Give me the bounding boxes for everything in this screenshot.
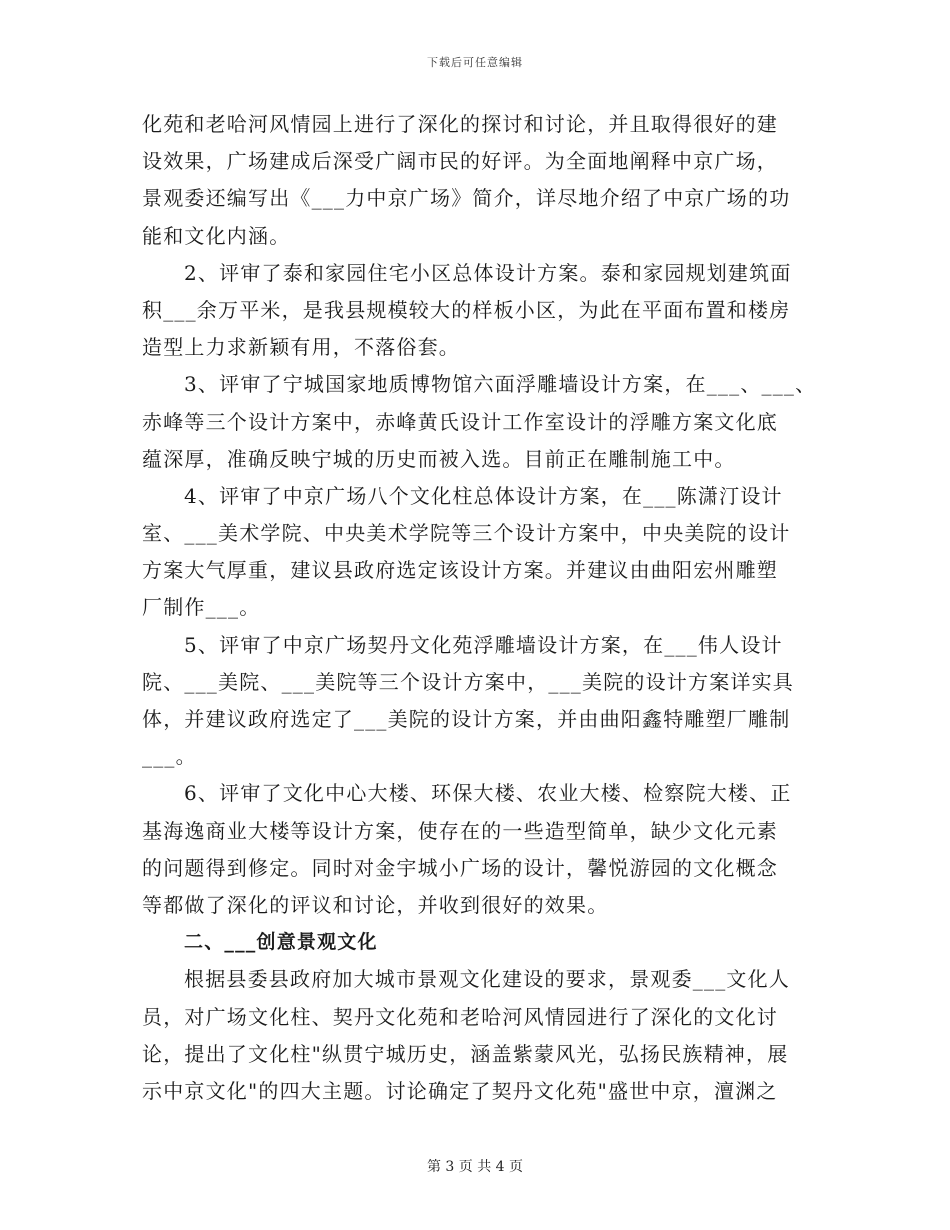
- body-text-line: 赤峰等三个设计方案中，赤峰黄氏设计工作室设计的浮雕方案文化底: [142, 409, 778, 434]
- body-text-line: 景观委还编写出《___力中京广场》简介，详尽地介绍了中京广场的功: [142, 186, 791, 211]
- body-text-line: 院、___美院、___美院等三个设计方案中，___美院的设计方案详实具: [142, 669, 794, 694]
- body-text-line: 化苑和老哈河风情园上进行了深化的探讨和讨论，并且取得很好的建: [142, 112, 778, 136]
- body-text-line: 根据县委县政府加大城市景观文化建设的要求，景观委___文化人: [184, 967, 790, 992]
- body-text-line: ___。: [142, 744, 197, 769]
- section-heading: 二、___创意景观文化: [184, 931, 378, 954]
- body-text-line: 6、评审了文化中心大楼、环保大楼、农业大楼、检察院大楼、正: [184, 781, 792, 806]
- body-text-line: 设效果，广场建成后深受广阔市民的好评。为全面地阐释中京广场，: [142, 149, 778, 174]
- page-header: 下载后可任意编辑: [427, 56, 523, 69]
- body-text-line: 室、___美术学院、中央美术学院等三个设计方案中，中央美院的设计: [142, 521, 791, 546]
- body-text-line: 3、评审了宁城国家地质博物馆六面浮雕墙设计方案，在___、___、: [184, 372, 817, 397]
- body-text-line: 的问题得到修定。同时对金宇城小广场的设计，馨悦游园的文化概念: [142, 855, 778, 880]
- body-text-line: 等都做了深化的评议和讨论，并收到很好的效果。: [142, 892, 609, 917]
- body-text-line: 蕴深厚，准确反映宁城的历史而被入选。目前正在雕制施工中。: [142, 446, 736, 471]
- body-text-line: 论，提出了文化柱"纵贯宁城历史，涵盖紫蒙风光，弘扬民族精神，展: [142, 1041, 789, 1066]
- body-text-line: 基海逸商业大楼等设计方案，使存在的一些造型简单，缺少文化元素: [142, 818, 778, 843]
- body-text-line: 4、评审了中京广场八个文化柱总体设计方案，在___陈潇汀设计: [184, 483, 783, 508]
- body-text-line: 方案大气厚重，建议县政府选定该设计方案。并建议由曲阳宏州雕塑: [142, 558, 778, 583]
- body-text-line: 造型上力求新颖有用，不落俗套。: [142, 335, 460, 360]
- body-text-line: 能和文化内涵。: [142, 223, 291, 248]
- body-text-line: 2、评审了泰和家园住宅小区总体设计方案。泰和家园规划建筑面: [184, 260, 792, 285]
- body-text-line: 示中京文化"的四大主题。讨论确定了契丹文化苑"盛世中京，澶渊之: [142, 1078, 778, 1103]
- body-text-line: 员，对广场文化柱、契丹文化苑和老哈河风情园进行了深化的文化讨: [142, 1004, 778, 1029]
- body-text-line: 积___余万平米，是我县规模较大的样板小区，为此在平面布置和楼房: [142, 297, 791, 322]
- document-body: [142, 106, 817, 1110]
- body-text-line: 体，并建议政府选定了___美院的设计方案，并由曲阳鑫特雕塑厂雕制: [142, 707, 791, 731]
- body-text-line: 厂制作___。: [142, 595, 261, 620]
- page-footer: 第 3 页 共 4 页: [426, 1159, 524, 1175]
- body-text-line: 5、评审了中京广场契丹文化苑浮雕墙设计方案，在___伟人设计: [184, 632, 783, 657]
